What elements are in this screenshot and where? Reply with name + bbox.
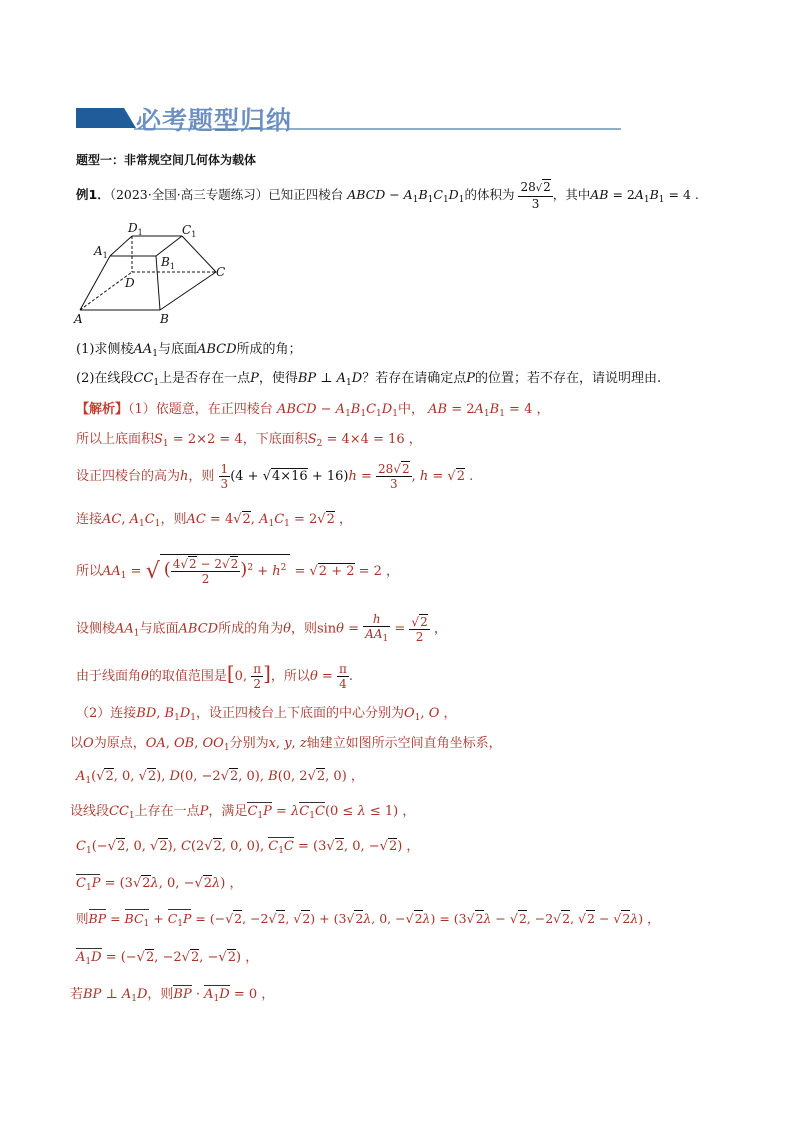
solution-line-14: 则BP = $BC_1 + C_1P = (-√2$, −2√2, √2) + (3√2λ, 0, −√2λ) = (3√2λ − √2, −2√2, √2 − √2λ) ， [76,911,660,929]
l8-text-b: ，设正四棱台上下底面的中心分别为 [196,706,405,721]
q2-text-c: ，使得 [258,371,298,386]
l11-text-c: ，满足 [208,804,248,819]
example-text-c: ，其中 [552,187,591,202]
l2-text-b: ，下底面积 [242,432,308,447]
question-2: (2)在线段$CC_1$上是否存在一点P，使得BP ⊥ $A_1D$？若存在请确定点P的位置；若不存在，请说明理由. [76,371,662,388]
label-B1: $B_1$ [161,255,175,271]
l5-text-a: 所以 [76,564,103,579]
label-A1: $A_1$ [94,244,108,260]
label-A: A [74,312,83,326]
solution-line-10: $A_1(√2$, 0, √2), D(0, −2√2, 0), B(0, 2√2, 0) ， [76,769,364,786]
q1-text-b: 与底面 [157,342,197,357]
q1-text-c: 所成的角； [236,342,302,357]
label-C1: $C_1$ [182,223,197,239]
label-D: D [125,276,135,290]
l16-text-b: ，则 [147,987,174,1002]
solution-line-5: 所以$AA_1$ = √ ( $\frac{4√2 - 2√2}{2}$ )$^2 + h^2 = √2 + 2 = 2$ ， [76,554,399,588]
l3-text-b: ，则 [188,469,215,484]
q2-text-a: (2)在线段 [76,371,134,386]
l6-text-c: 所成的角为 [218,621,284,637]
example-label: 例1． [76,187,110,202]
label-C: C [216,265,226,279]
l1-text-a: （1）依题意，在正四棱台 [128,402,273,417]
solution-line-13: $C_1P = (3√2\lambda$, 0, −√2λ) ， [76,876,243,893]
page-title: 必考题型归纳 [136,106,293,135]
solution-line-7: 由于线面角θ的取值范围是[0, $\frac{\pi}{2}$ ]，所以θ = $\frac{\pi}{4}$ . [76,661,353,691]
question-1: (1)求侧棱$AA_1$与底面ABCD所成的角； [76,342,302,359]
example-source: （2023·全国·高三专题练习） [109,187,269,202]
l11-text-a: 设线段 [70,804,110,819]
l4-text-a: 连接 [76,512,103,527]
solution-line-4: 连接AC, $A_1C_1$，则AC = 4√2, $A_1C_1 = 2√2$ ， [76,512,353,529]
l14-text-a: 则 [76,911,89,926]
example-statement: 例1．（2023·全国·高三专题练习）已知正四棱台 ABCD − $A_1B_1C_1D_1$的体积为 $\frac{28√2}{3}$ ，其中AB = $2A_1B_1 = 4$ . [76,180,699,211]
l8-text-a: （2）连接 [76,706,137,721]
solution-line-3: 设正四棱台的高为h，则 $\frac{1}{3}$ (4 + √4×16 + 16)h = $\frac{28√2}{3}$ , h = √2 . [76,462,474,491]
l9-text-a: 以 [70,736,84,751]
l6-text-a: 设侧棱 [76,621,116,637]
solution-tag: 【解析】 [76,402,129,417]
l9-text-d: 轴建立如图所示空间直角坐标系， [306,736,502,751]
solution-line-12: $C_1(-√2$, 0, √2), C(2√2, 0, 0), $C_1C = (3√2$, 0, −√2) ， [76,839,420,856]
l1-text-b: 中， [397,402,424,417]
q2-text-d: ？若存在请确定点 [362,371,467,386]
l7-text-c: ，所以 [270,669,310,684]
label-D1: $D_1$ [128,221,143,237]
section-title: 题型一：非常规空间几何体为载体 [76,153,257,167]
example-text-a: 已知正四棱台 [268,187,344,202]
example-text-b: 的体积为 [464,187,515,202]
l4-text-b: ，则 [160,512,187,527]
solution-line-6: 设侧棱$AA_1$与底面ABCD所成的角为θ，则sinθ = $\frac{h}{AA_1}$ = $\frac{√2}{2}$ ， [76,612,447,644]
solution-line-9: 以O为原点，OA, OB, $OO_1$分别为x, y, z轴建立如图所示空间直角坐标系， [70,736,502,753]
q2-text-e: 的位置；若不存在，请说明理由. [474,371,662,386]
l7-text-b: 的取值范围是 [148,669,227,684]
l16-text-a: 若 [70,987,84,1002]
l7-text-a: 由于线面角 [76,669,142,684]
solution-line-1: 【解析】（1）依题意，在正四棱台 ABCD − $A_1B_1C_1D_1$中， AB = $2A_1B_1 = 4$ ， [76,402,550,419]
frustum-figure [70,218,240,328]
l9-text-b: 为原点， [93,736,146,751]
l2-text-a: 所以上底面积 [76,432,155,447]
q2-text-b: 上是否存在一点 [159,371,251,386]
label-B: B [160,312,169,326]
solution-line-2: 所以上底面积$S_1 = 2\times 2 = 4$，下底面积$S_2 = 4\times 4 = 16$ ， [76,432,422,449]
l3-text-a: 设正四棱台的高为 [76,469,181,484]
solution-line-15: $A_1D = (-√2$, −2√2, −√2) ， [76,950,259,967]
l9-text-c: 分别为 [229,736,269,751]
solution-line-8: （2）连接BD, $B_1D_1$，设正四棱台上下底面的中心分别为$O_1$, O ， [76,706,457,723]
l6-text-d: ，则 [290,621,317,637]
l11-text-b: 上存在一点 [134,804,200,819]
l6-text-b: 与底面 [139,621,179,637]
solution-line-16: 若BP ⊥ $A_1D$，则BP · $A_1D = 0$ ， [70,987,275,1004]
solution-line-11: 设线段$CC_1$上存在一点P，满足$C_1P = \lambda C_1C(0 \le \lambda \le 1)$ ， [70,804,416,821]
q1-text-a: (1)求侧棱 [76,342,134,357]
